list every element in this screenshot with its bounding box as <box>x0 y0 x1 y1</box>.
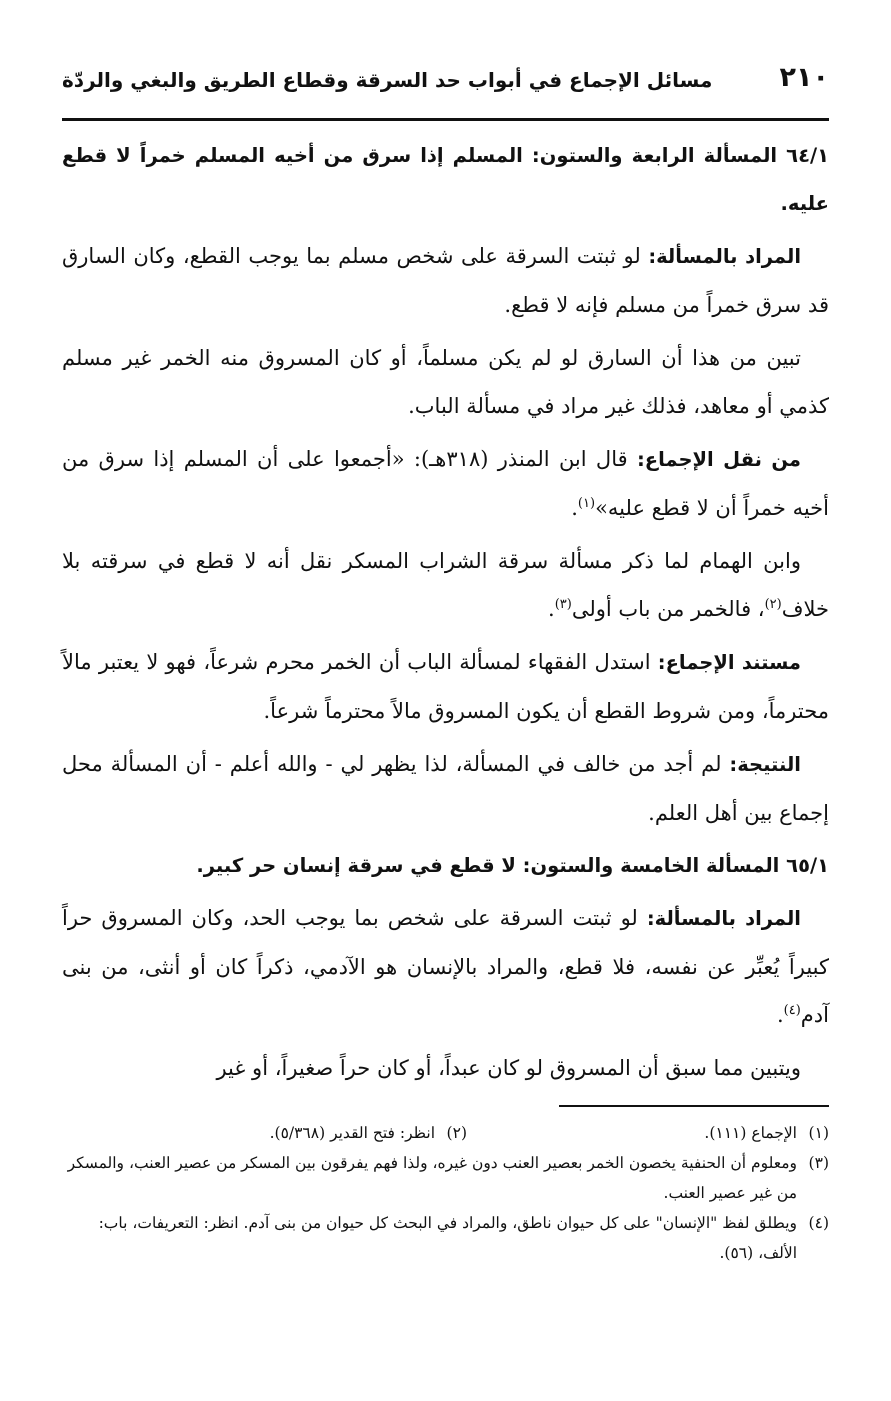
lead-label: المراد بالمسألة: <box>648 245 802 268</box>
paragraph-clarification-65: ويتبين مما سبق أن المسروق لو كان عبداً، أو كان حراً صغيراً، أو غير <box>216 1056 801 1080</box>
paragraph-meaning-65 <box>62 894 829 1039</box>
lead-label: مستند الإجماع: <box>657 651 801 674</box>
main-text <box>62 132 829 1097</box>
lead-label: المراد بالمسألة: <box>646 907 801 930</box>
paragraph-text: لم أجد من خالف في المسألة، لذا يظهر لي - والله أعلم - أن المسألة محل إجماع بين أهل العلم. <box>62 752 829 825</box>
paragraph-text: لو ثبتت السرقة على شخص بما يوجب الحد، وكان المسروق حراً كبيراً يُعبِّر عن نفسه، فلا قطع، والمراد بالإنسان هو الآدمي، ذكراً كان أو أنثى، من بنى آدم <box>62 906 829 1027</box>
paragraph-end: . <box>776 1003 784 1027</box>
footnote-text: ومعلوم أن الحنفية يخصون الخمر بعصير العنب دون غيره، ولذا فهم يفرقون بين المسكر من عصير العنب، والمسكر من غير عصير العنب. <box>67 1154 797 1202</box>
footnote-3 <box>62 1148 829 1208</box>
lead-label: النتيجة: <box>729 753 801 776</box>
paragraph-result-64 <box>62 740 829 837</box>
paragraph-text: قال ابن المنذر (٣١٨هـ): «أجمعوا على أن المسلم إذا سرق من أخيه خمراً أن لا قطع عليه» <box>62 447 829 520</box>
issue-title-65: ٦٥/١ المسألة الخامسة والستون: لا قطع في سرقة إنسان حر كبير. <box>196 854 829 877</box>
paragraph-text: ، فالخمر من باب أولى <box>571 597 765 621</box>
paragraph-end: . <box>571 496 578 520</box>
paragraph-clarification-64: تبين من هذا أن السارق لو لم يكن مسلماً، أو كان المسروق منه الخمر غير مسلم كذمي أو معاهد، فذلك غير مراد في مسألة الباب. <box>62 346 829 418</box>
footnote-number: (١) <box>808 1124 829 1142</box>
paragraph-text: استدل الفقهاء لمسألة الباب أن الخمر محرم شرعاً، فهو لا يعتبر مالاً محترماً، ومن شروط القطع أن يكون المسروق مالاً محترماً شرعاً. <box>62 650 829 723</box>
paragraph-text: لو ثبتت السرقة على شخص مسلم بما يوجب القطع، وكان السارق قد سرق خمراً من مسلم فإنه لا قطع. <box>62 244 829 317</box>
running-title: مسائل الإجماع في أبواب حد السرقة وقطاع الطريق والبغي والردّة <box>62 68 713 92</box>
page-number: ٢١٠ <box>779 62 829 93</box>
footnote-number: (٣) <box>808 1154 829 1172</box>
footnote-number: (٢) <box>446 1124 467 1142</box>
footnote-ref-1: (١) <box>577 496 596 511</box>
page-header <box>62 58 829 121</box>
lead-label: من نقل الإجماع: <box>636 448 801 471</box>
footnote-text: الإجماع (١١١). <box>704 1124 797 1142</box>
paragraph-meaning-64 <box>62 232 829 329</box>
paragraph-end: . <box>548 597 555 621</box>
issue-title-64: ٦٤/١ المسألة الرابعة والستون: المسلم إذا سرق من أخيه المسلم خمراً لا قطع عليه. <box>62 144 829 215</box>
footnote-ref-3: (٣) <box>554 597 572 612</box>
footnote-text: انظر: فتح القدير (٥/٣٦٨). <box>269 1124 435 1142</box>
footnotes <box>62 1118 829 1268</box>
paragraph-ibn-hammam-64 <box>62 537 829 633</box>
paragraph-text: وابن الهمام لما ذكر مسألة سرقة الشراب المسكر نقل أنه لا قطع في سرقته بلا خلاف <box>62 549 829 621</box>
footnote-text: ويطلق لفظ "الإنسان" على كل حيوان ناطق، والمراد في البحث كل حيوان من بنى آدم. انظر: التعريفات، باب: الألف، (٥٦). <box>98 1214 797 1262</box>
paragraph-transmission-64 <box>62 435 829 532</box>
footnote-row <box>62 1118 829 1148</box>
footnote-separator <box>559 1105 829 1107</box>
footnote-ref-4: (٤) <box>783 1003 801 1018</box>
paragraph-basis-64 <box>62 638 829 735</box>
footnote-2 <box>270 1118 467 1148</box>
footnote-ref-2: (٢) <box>764 597 782 612</box>
footnote-4 <box>62 1208 829 1268</box>
footnote-number: (٤) <box>808 1214 829 1232</box>
footnote-1 <box>467 1118 829 1148</box>
